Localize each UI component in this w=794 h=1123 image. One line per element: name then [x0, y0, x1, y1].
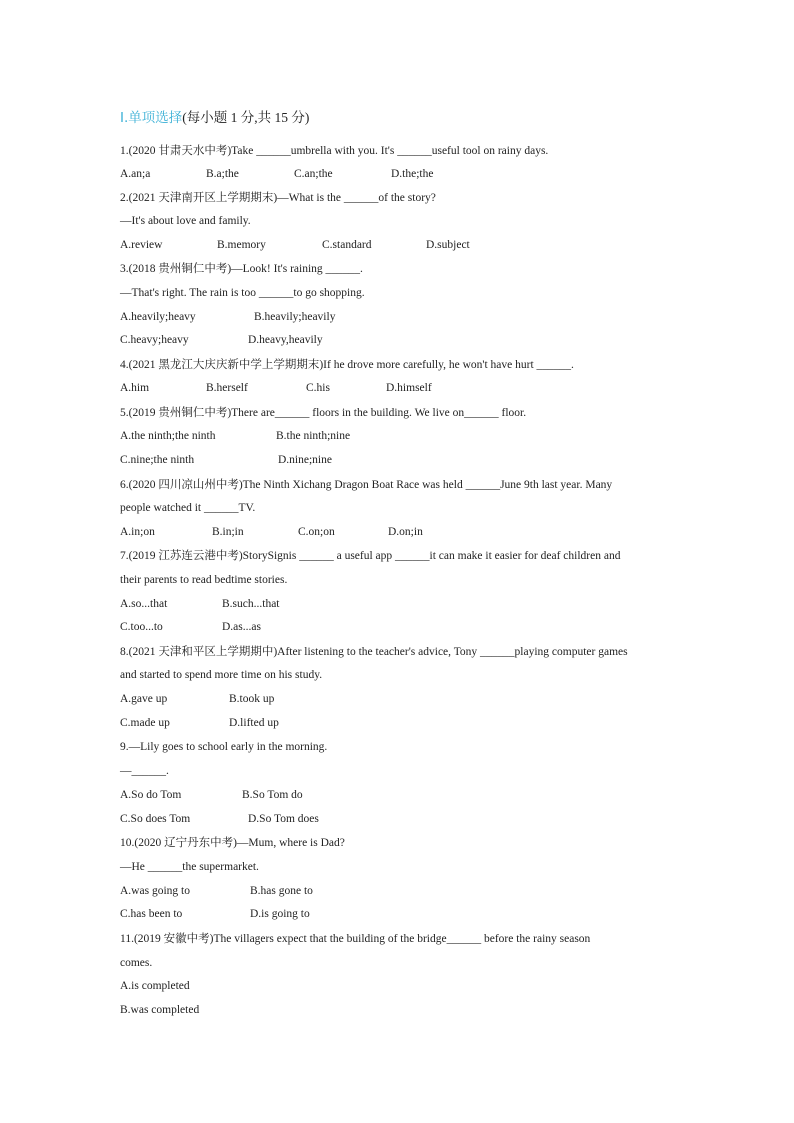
question-10-option-a: A.was going to — [120, 885, 190, 897]
question-7-option-c: C.too...to — [120, 621, 163, 633]
question-3-response: —That's right. The rain is too ______to go shopping. — [120, 287, 365, 299]
question-2-option-b: B.memory — [217, 239, 266, 251]
question-1-stem: 1.(2020 甘肃天水中考)Take ______umbrella with you. It's ______useful tool on rainy days. — [120, 145, 549, 157]
question-1-option-b: B.a;the — [206, 168, 239, 180]
question-7-stem-cont: their parents to read bedtime stories. — [120, 574, 288, 586]
question-3-stem: 3.(2018 贵州铜仁中考)—Look! It's raining ______. — [120, 263, 363, 275]
question-9-option-a: A.So do Tom — [120, 789, 182, 801]
question-2-option-d: D.subject — [426, 239, 470, 251]
question-11-stem-cont: comes. — [120, 957, 153, 969]
question-5-option-a: A.the ninth;the ninth — [120, 430, 216, 442]
question-7-option-a: A.so...that — [120, 598, 168, 610]
question-8-stem: 8.(2021 天津和平区上学期期中)After listening to the teacher's advice, Tony ______playing computer games — [120, 646, 628, 658]
question-1-option-d: D.the;the — [391, 168, 434, 180]
question-6-stem: 6.(2020 四川凉山州中考)The Ninth Xichang Dragon Boat Race was held ______June 9th last year. Many — [120, 479, 613, 491]
question-4-stem: 4.(2021 黑龙江大庆庆新中学上学期期末)If he drove more carefully, he won't have hurt ______. — [120, 359, 574, 371]
question-5-option-d: D.nine;nine — [278, 454, 332, 466]
question-4-option-d: D.himself — [386, 382, 432, 394]
section-title: .单项选择 — [123, 110, 183, 126]
question-6-option-b: B.in;in — [212, 526, 244, 538]
question-8-option-c: C.made up — [120, 717, 170, 729]
question-11-option-a: A.is completed — [120, 980, 190, 992]
question-11-option-b: B.was completed — [120, 1004, 200, 1016]
question-6-option-a: A.in;on — [120, 526, 155, 538]
question-1-option-c: C.an;the — [294, 168, 333, 180]
question-9-option-b: B.So Tom do — [242, 789, 303, 801]
question-8-stem-cont: and started to spend more time on his study. — [120, 669, 323, 681]
question-7-option-d: D.as...as — [222, 621, 261, 633]
question-10-option-c: C.has been to — [120, 908, 183, 920]
question-8-option-b: B.took up — [229, 693, 275, 705]
question-10-response: —He ______the supermarket. — [120, 861, 259, 873]
question-3-option-d: D.heavy,heavily — [248, 334, 323, 346]
section-note: (每小题 1 分,共 15 分) — [182, 110, 310, 125]
question-4-option-c: C.his — [306, 382, 330, 394]
question-6-option-c: C.on;on — [298, 526, 335, 538]
question-2-response: —It's about love and family. — [120, 215, 251, 227]
section-roman-numeral: Ⅰ — [120, 110, 124, 126]
question-3-option-b: B.heavily;heavily — [254, 311, 336, 323]
question-4-option-a: A.him — [120, 382, 150, 394]
question-3-option-c: C.heavy;heavy — [120, 334, 189, 346]
question-4-option-b: B.herself — [206, 382, 248, 394]
question-8-option-a: A.gave up — [120, 693, 168, 705]
question-7-stem: 7.(2019 江苏连云港中考)StorySignis ______ a useful app ______it can make it easier for deaf children and — [120, 550, 621, 562]
question-9-response: —______. — [120, 765, 169, 777]
question-7-option-b: B.such...that — [222, 598, 280, 610]
question-11-stem: 11.(2019 安徽中考)The villagers expect that the building of the bridge______ before the rainy season — [120, 933, 591, 945]
question-2-option-c: C.standard — [322, 239, 372, 251]
question-10-option-b: B.has gone to — [250, 885, 313, 897]
question-2-stem: 2.(2021 天津南开区上学期期末)—What is the ______of the story? — [120, 192, 436, 204]
question-9-option-d: D.So Tom does — [248, 813, 319, 825]
question-6-option-d: D.on;in — [388, 526, 423, 538]
question-10-stem: 10.(2020 辽宁丹东中考)—Mum, where is Dad? — [120, 837, 345, 849]
question-2-option-a: A.review — [120, 239, 163, 251]
question-9-option-c: C.So does Tom — [120, 813, 191, 825]
question-5-stem: 5.(2019 贵州铜仁中考)There are______ floors in the building. We live on______ floor. — [120, 407, 527, 419]
question-8-option-d: D.lifted up — [229, 717, 279, 729]
question-10-option-d: D.is going to — [250, 908, 310, 920]
question-5-option-b: B.the ninth;nine — [276, 430, 351, 442]
question-5-option-c: C.nine;the ninth — [120, 454, 195, 466]
question-1-option-a: A.an;a — [120, 168, 151, 180]
question-3-option-a: A.heavily;heavy — [120, 311, 196, 323]
question-6-stem-cont: people watched it ______TV. — [120, 502, 256, 514]
question-9-stem: 9.—Lily goes to school early in the morning. — [120, 741, 328, 753]
section-heading — [120, 108, 309, 128]
